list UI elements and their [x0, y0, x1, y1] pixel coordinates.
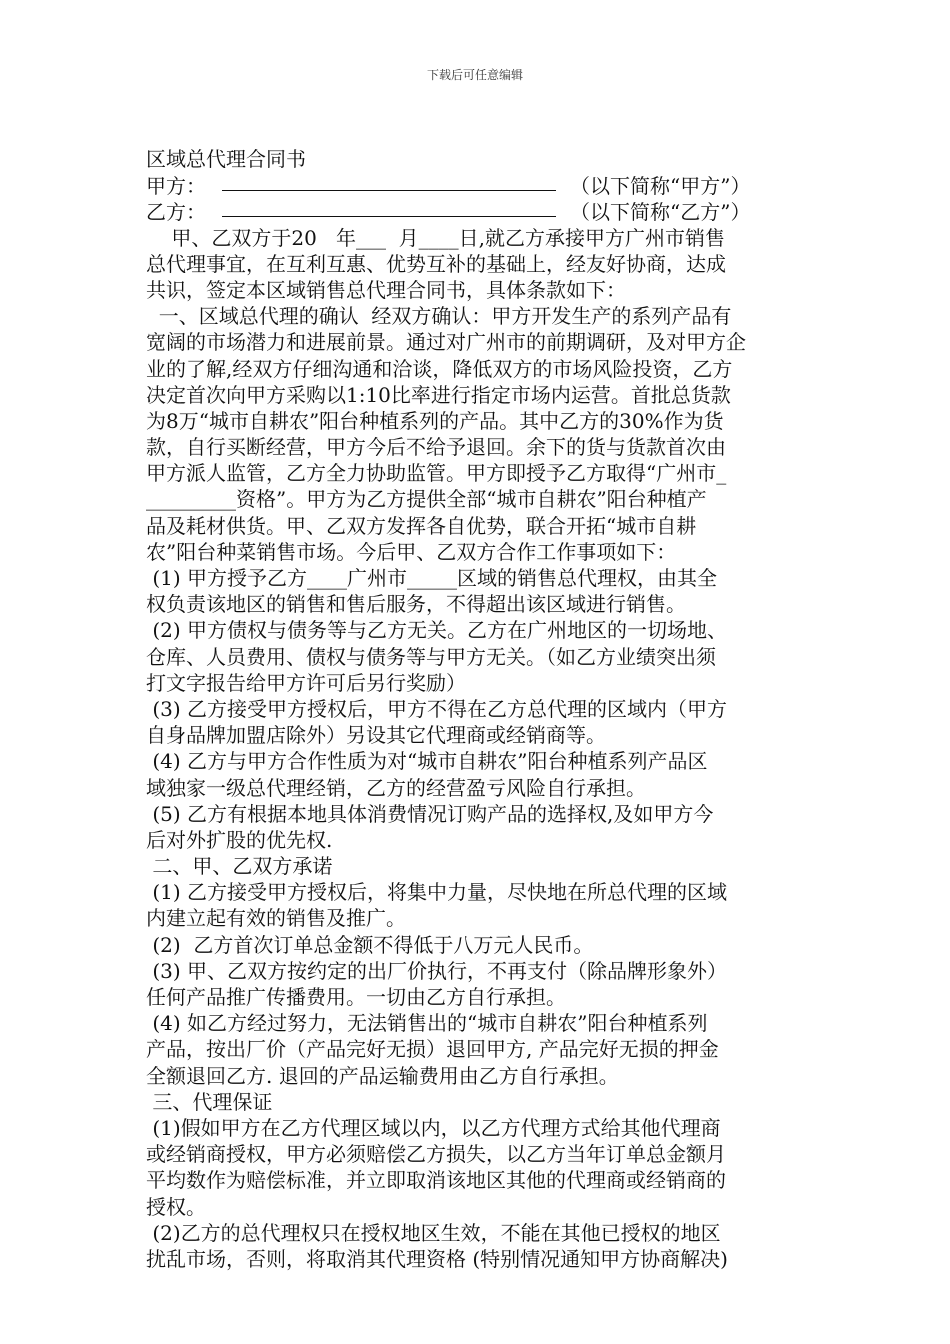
text-line: 为8万“城市自耕农”阳台种植系列的产品。其中乙方的30%作为货 [146, 408, 724, 433]
text-line: (1)假如甲方在乙方代理区域以内，以乙方代理方式给其他代理商 [146, 1115, 721, 1140]
party-a-line [146, 172, 814, 198]
text-line: 平均数作为赔偿标准，并立即取消该地区其他的代理商或经销商的 [146, 1168, 726, 1193]
text-line: 品及耗材供货。甲、乙双方发挥各自优势，联合开拓“城市自耕 [146, 513, 697, 538]
party-b-line [146, 198, 814, 224]
text-line: 业的了解,经双方仔细沟通和洽谈，降低双方的市场风险投资，乙方 [146, 356, 733, 381]
text-line: (2)乙方的总代理权只在授权地区生效，不能在其他已授权的地区 [146, 1220, 721, 1245]
text-line: 一、区域总代理的确认 经双方确认：甲方开发生产的系列产品有 [146, 304, 732, 329]
text-line: 内建立起有效的销售及推广。 [146, 906, 406, 931]
text-line: 权负责该地区的销售和售后服务，不得超出该区域进行销售。 [146, 592, 686, 617]
clause-lines [146, 225, 814, 1273]
text-line: 共识，签定本区域销售总代理合同书，具体条款如下： [146, 277, 626, 302]
text-line: (4) 如乙方经过努力，无法销售出的“城市自耕农”阳台种植系列 [146, 1011, 708, 1036]
party-a-note: （以下简称“甲方”） [570, 174, 751, 199]
party-b-label: 乙方： [146, 200, 206, 225]
text-line: (1) 乙方接受甲方授权后，将集中力量，尽快地在所总代理的区域 [146, 880, 728, 905]
text-line: 三、代理保证 [146, 1089, 273, 1114]
text-line: 甲方派人监管，乙方全力协助监管。甲方即授予乙方取得“广州市_ [146, 461, 727, 486]
text-line: 农”阳台种菜销售市场。今后甲、乙双方合作工作事项如下： [146, 539, 677, 564]
text-line: 总代理事宜，在互利互惠、优势互补的基础上，经友好协商，达成 [146, 251, 726, 276]
party-b-blank [222, 196, 556, 217]
text-line: (5) 乙方有根据本地具体消费情况订购产品的选择权,及如甲方今 [146, 801, 714, 826]
text-line: 款，自行买断经营，甲方今后不给予退回。余下的货与货款首次由 [146, 435, 726, 460]
party-a-blank [222, 170, 556, 191]
text-line: _________资格”。甲方为乙方提供全部“城市自耕农”阳台种植产 [146, 487, 707, 512]
page-header: 下载后可任意编辑 [426, 68, 523, 82]
text-line: (3) 甲、乙双方按约定的出厂价执行，不再支付（除品牌形象外） [146, 958, 728, 983]
party-b-note: （以下简称“乙方”） [570, 200, 751, 225]
text-line: 二、甲、乙双方承诺 [146, 854, 333, 879]
text-line: 仓库、人员费用、债权与债务等与甲方无关。（如乙方业绩突出须 [146, 644, 716, 669]
text-line: 授权。 [146, 1194, 206, 1219]
text-line: 产品，按出厂价（产品完好无损）退回甲方, 产品完好无损的押金 [146, 1037, 719, 1062]
contract-body [146, 146, 814, 1272]
text-line: (4) 乙方与甲方合作性质为对“城市自耕农”阳台种植系列产品区 [146, 749, 708, 774]
text-line: 或经销商授权，甲方必须赔偿乙方损失，以乙方当年订单总金额月 [146, 1142, 726, 1167]
text-line: 宽阔的市场潜力和进展前景。通过对广州市的前期调研，及对甲方企 [146, 330, 746, 355]
text-line: 甲、乙双方于20 年___ 月____日,就乙方承接甲方广州市销售 [146, 225, 726, 250]
party-a-label: 甲方： [146, 174, 206, 199]
text-line: (3) 乙方接受甲方授权后，甲方不得在乙方总代理的区域内（甲方 [146, 696, 728, 721]
text-line: (2) 乙方首次订单总金额不得低于八万元人民币。 [146, 932, 594, 957]
text-line: 全额退回乙方. 退回的产品运输费用由乙方自行承担。 [146, 1063, 619, 1088]
text-line: 后对外扩股的优先权. [146, 827, 333, 852]
text-line: 域独家一级总代理经销，乙方的经营盈亏风险自行承担。 [146, 775, 646, 800]
text-line: 决定首次向甲方采购以1:10比率进行指定市场内运营。首批总货款 [146, 382, 731, 407]
text-line: 任何产品推广传播费用。一切由乙方自行承担。 [146, 985, 566, 1009]
text-line: 自身品牌加盟店除外）另设其它代理商或经销商等。 [146, 723, 606, 748]
text-line: (2) 甲方债权与债务等与乙方无关。乙方在广州地区的一切场地、 [146, 618, 728, 643]
document-title: 区域总代理合同书 [146, 147, 306, 171]
text-line: (1) 甲方授予乙方____广州市_____区域的销售总代理权，由其全 [146, 566, 718, 590]
text-line: 扰乱市场，否则，将取消其代理资格 (特别情况通知甲方协商解决) [146, 1246, 728, 1271]
text-line: 打文字报告给甲方许可后另行奖励） [146, 670, 466, 695]
